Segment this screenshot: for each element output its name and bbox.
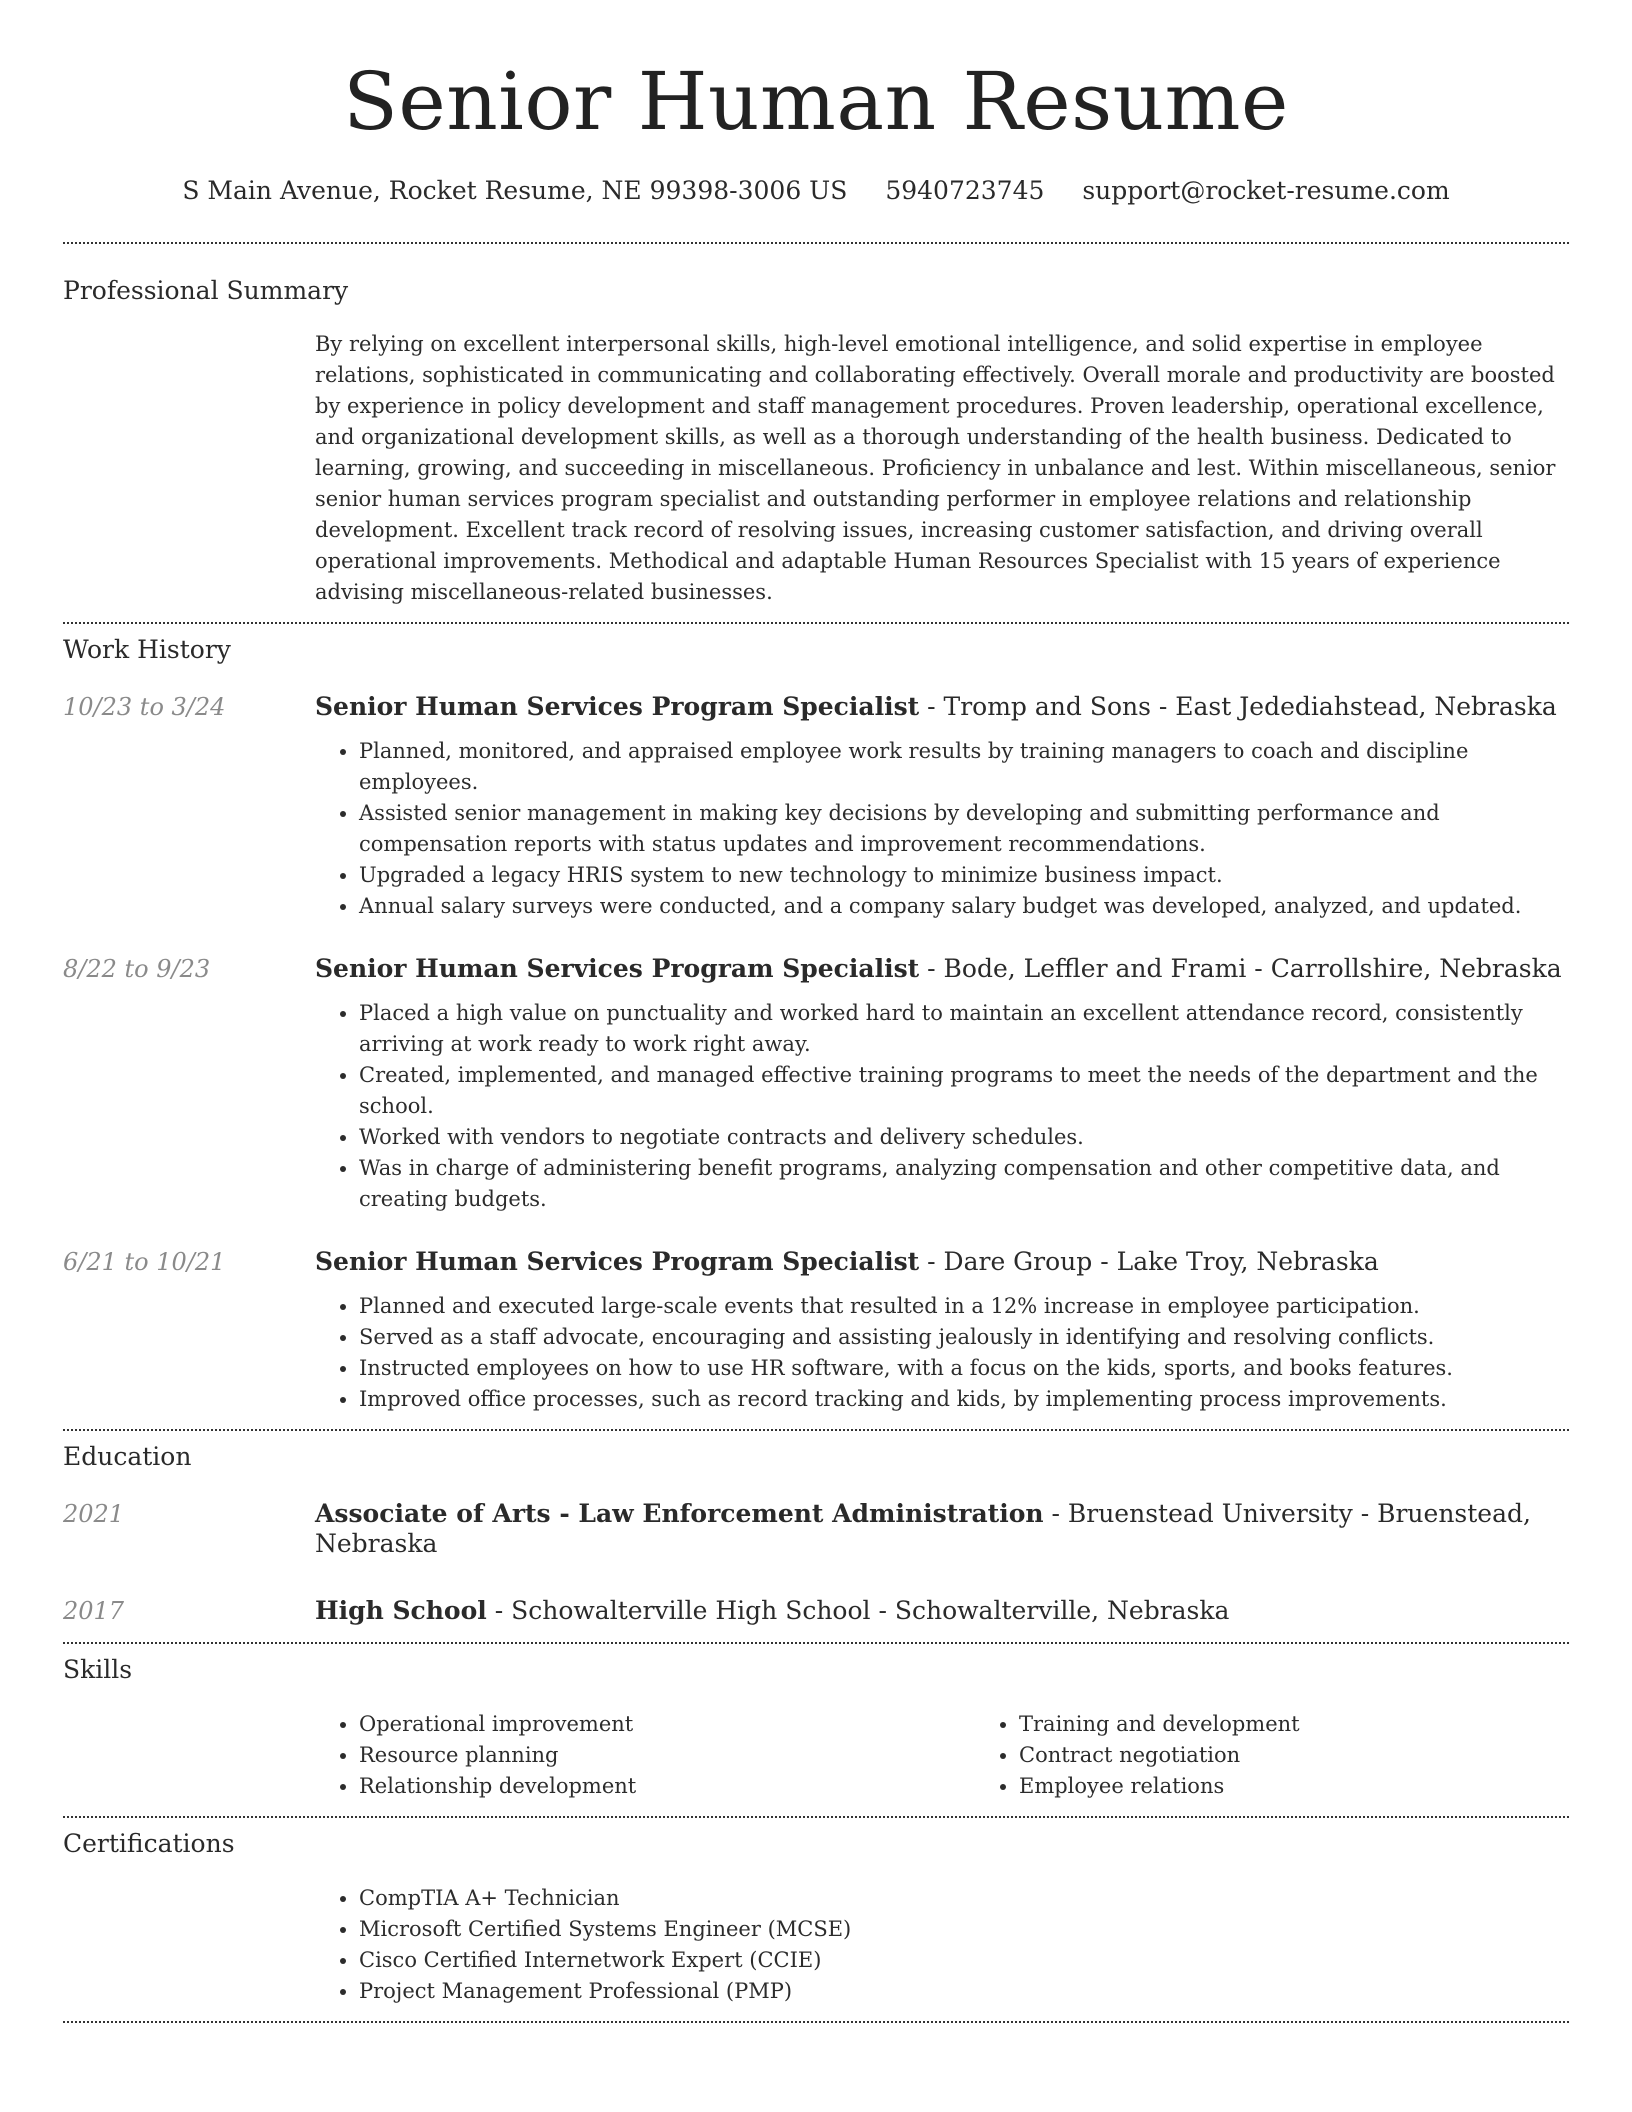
list-item: • Instructed employees on how to use HR software, with a focus on the kids, sports, and books features. [359, 1353, 1569, 1384]
job-entry [63, 692, 1569, 922]
divider [63, 1642, 1569, 1644]
contact-line [63, 176, 1569, 206]
list-item: • Relationship development [359, 1771, 975, 1802]
list-item: • Improved office processes, such as record tracking and kids, by implementing process improvements. [359, 1384, 1569, 1415]
job-dates: 6/21 to 10/21 [63, 1248, 226, 1276]
job-title: Senior Human Services Program Specialist [315, 692, 920, 721]
divider [63, 1429, 1569, 1431]
section-title-certifications: Certifications [63, 1829, 235, 1858]
education-year: 2021 [63, 1500, 125, 1528]
skills-list-right [975, 1709, 1569, 1802]
job-title: Senior Human Services Program Specialist [315, 954, 920, 983]
education-year: 2017 [63, 1597, 125, 1625]
job-heading [315, 1247, 1569, 1277]
list-item: • Contract negotiation [1019, 1740, 1569, 1771]
contact-phone: 5940723745 [885, 176, 1045, 205]
job-bullets [315, 1291, 1569, 1415]
job-bullets [315, 736, 1569, 922]
section-title-work: Work History [63, 635, 231, 664]
list-item: • Worked with vendors to negotiate contracts and delivery schedules. [359, 1122, 1569, 1153]
list-item: • Resource planning [359, 1740, 975, 1771]
education-entry [63, 1596, 1569, 1626]
list-item: • Assisted senior management in making key decisions by developing and submitting performance and compensation reports with status updates and improvement recommendations. [359, 798, 1569, 860]
skills-list-left [315, 1709, 975, 1802]
list-item: • Placed a high value on punctuality and worked hard to maintain an excellent attendance record, consistently arriving at work ready to work right away. [359, 998, 1569, 1060]
education-school-location: - Bruenstead University - Bruenstead, Nebraska [315, 1499, 1531, 1558]
list-item: • Project Management Professional (PMP) [359, 1976, 1569, 2007]
list-item: • Served as a staff advocate, encouraging and assisting jealously in identifying and resolving conflicts. [359, 1322, 1569, 1353]
education-entry [63, 1499, 1569, 1559]
job-employer-location: - Bode, Leffler and Frami - Carrollshire, Nebraska [919, 954, 1562, 983]
list-item: • Training and development [1019, 1709, 1569, 1740]
divider [63, 622, 1569, 624]
job-title: Senior Human Services Program Specialist [315, 1247, 920, 1276]
list-item: • Created, implemented, and managed effective training programs to meet the needs of the department and the school. [359, 1060, 1569, 1122]
section-title-education: Education [63, 1442, 192, 1471]
list-item: • Was in charge of administering benefit programs, analyzing compensation and other competitive data, and creating budgets. [359, 1153, 1569, 1215]
job-dates: 10/23 to 3/24 [63, 693, 226, 721]
divider [63, 242, 1569, 244]
list-item: • Upgraded a legacy HRIS system to new technology to minimize business impact. [359, 860, 1569, 891]
job-heading [315, 954, 1569, 984]
skills-section [63, 1655, 1569, 1802]
education-heading [315, 1499, 1569, 1559]
divider [63, 1816, 1569, 1818]
list-item: • Annual salary surveys were conducted, and a company salary budget was developed, analyzed, and updated. [359, 891, 1569, 922]
education-heading [315, 1596, 1569, 1626]
summary-section [63, 276, 1569, 608]
job-dates: 8/22 to 9/23 [63, 955, 211, 983]
contact-address: S Main Avenue, Rocket Resume, NE 99398-3006 US [182, 176, 848, 205]
education-degree: High School [315, 1596, 487, 1625]
education-degree: Associate of Arts - Law Enforcement Administration [315, 1499, 1044, 1528]
job-employer-location: - Tromp and Sons - East Jedediahstead, Nebraska [919, 692, 1557, 721]
list-item: • Operational improvement [359, 1709, 975, 1740]
job-employer-location: - Dare Group - Lake Troy, Nebraska [919, 1247, 1379, 1276]
job-heading [315, 692, 1569, 722]
summary-text: By relying on excellent interpersonal skills, high-level emotional intelligence, and solid expertise in employee relations, sophisticated in communicating and collaborating effectively. Overall morale and productivity are boosted by experience in policy development and staff management procedures. Proven leadership, operational excellence, and organizational development skills, as well as a thorough understanding of the health business. Dedicated to learning, growing, and succeeding in miscellaneous. Proficiency in unbalance and lest. Within miscellaneous, senior senior human services program specialist and outstanding performer in employee relations and relationship development. Excellent track record of resolving issues, increasing customer satisfaction, and driving overall operational improvements. Methodical and adaptable Human Resources Specialist with 15 years of experience advising miscellaneous-related businesses. [315, 332, 1556, 604]
job-bullets [315, 998, 1569, 1215]
candidate-name: Senior Human Resume [343, 55, 1289, 148]
section-title-skills: Skills [63, 1655, 133, 1684]
list-item: • Employee relations [1019, 1771, 1569, 1802]
certifications-section [63, 1829, 1569, 2007]
section-title-summary: Professional Summary [63, 276, 349, 305]
list-item: • Cisco Certified Internetwork Expert (CCIE) [359, 1945, 1569, 1976]
certifications-list [315, 1883, 1569, 2007]
resume-header [63, 0, 1569, 206]
list-item: • CompTIA A+ Technician [359, 1883, 1569, 1914]
education-section [63, 1442, 1569, 1626]
job-entry [63, 1247, 1569, 1415]
list-item: • Microsoft Certified Systems Engineer (MCSE) [359, 1914, 1569, 1945]
contact-email: support@rocket-resume.com [1082, 176, 1450, 205]
list-item: • Planned and executed large-scale events that resulted in a 12% increase in employee participation. [359, 1291, 1569, 1322]
job-entry [63, 954, 1569, 1215]
education-school-location: - Schowalterville High School - Schowalterville, Nebraska [486, 1596, 1230, 1625]
divider [63, 2021, 1569, 2023]
list-item: • Planned, monitored, and appraised employee work results by training managers to coach and discipline employees. [359, 736, 1569, 798]
work-history-section [63, 635, 1569, 1415]
